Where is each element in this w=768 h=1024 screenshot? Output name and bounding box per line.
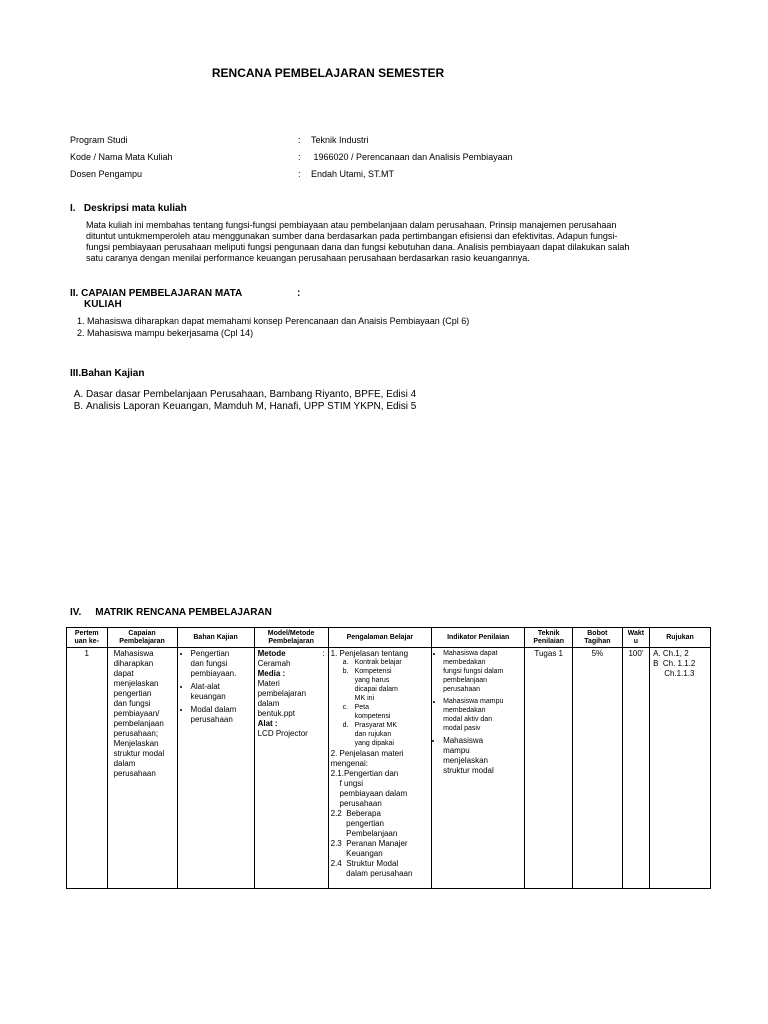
cell-pengalaman-belajar bbox=[328, 648, 431, 889]
pengalaman-subline bbox=[343, 713, 428, 721]
alat-value: LCD Projector bbox=[257, 729, 308, 738]
table-header-row bbox=[67, 628, 711, 648]
capaian-line: dalam bbox=[113, 759, 136, 768]
indikator-line: perusahaan bbox=[443, 686, 481, 693]
materi-line: Pembelanjaan bbox=[330, 829, 398, 838]
materi-line: perusahaan bbox=[330, 799, 382, 808]
bahan-line: dan fungsi bbox=[190, 659, 228, 668]
capaian-line: pengertian bbox=[113, 689, 152, 698]
pengalaman-step: 2. Penjelasan materi bbox=[330, 749, 404, 758]
metode-sep: : bbox=[322, 649, 325, 658]
column-header: Wakt u bbox=[622, 628, 649, 648]
pengalaman-step: 1. Penjelasan tentang bbox=[330, 649, 409, 658]
pengalaman-subline bbox=[343, 659, 428, 667]
capaian-line: menjelaskan bbox=[113, 679, 159, 688]
section-1-description bbox=[86, 220, 711, 264]
pengalaman-materi bbox=[331, 809, 428, 839]
subitem-text: dan rujukan bbox=[354, 731, 392, 738]
column-header: Indikator Penilaian bbox=[432, 628, 525, 648]
subitem-text: yang dipakai bbox=[354, 740, 394, 747]
column-header: Pertem uan ke- bbox=[67, 628, 108, 648]
meta-sep: : bbox=[298, 135, 301, 145]
subitem-text: Prasyarat MK bbox=[354, 722, 398, 729]
pengalaman-subline bbox=[343, 704, 428, 712]
column-header: Teknik Penilaian bbox=[525, 628, 573, 648]
capaian-line: perusahaan bbox=[113, 769, 156, 778]
indikator-item bbox=[443, 736, 521, 776]
media-label: Media : bbox=[257, 669, 286, 678]
section-4-title: MATRIK RENCANA PEMBELAJARAN bbox=[95, 607, 272, 618]
bahan-line: perusahaan bbox=[190, 715, 233, 724]
indikator-line: modal pasiv bbox=[443, 725, 481, 732]
cell-rujukan bbox=[650, 648, 711, 889]
column-header: Pengalaman Belajar bbox=[328, 628, 431, 648]
media-line: pembelajaran bbox=[257, 689, 307, 698]
cell-indikator-penilaian bbox=[432, 648, 525, 889]
pengalaman-sublist bbox=[331, 659, 428, 748]
indikator-line: membedakan bbox=[443, 659, 486, 666]
metode-value: Ceramah bbox=[257, 659, 291, 668]
capaian-line: dan fungsi bbox=[113, 699, 151, 708]
section-1-number: I. bbox=[70, 203, 76, 214]
media-line: bentuk.ppt bbox=[257, 709, 295, 718]
meta-label: Kode / Nama Mata Kuliah bbox=[70, 152, 173, 162]
subitem-letter: b. bbox=[342, 668, 349, 675]
alat-label: Alat : bbox=[257, 719, 278, 728]
column-header: Bobot Tagihan bbox=[573, 628, 623, 648]
rujukan-line: B Ch. 1.1.2 bbox=[653, 659, 696, 668]
indikator-line: pembelanjaan bbox=[443, 677, 488, 684]
capaian-line: Mahasiswa bbox=[113, 649, 154, 658]
section-2-title-line2: KULIAH bbox=[84, 299, 122, 310]
bahan-kajian-item: B. Analisis Laporan Keuangan, Mamduh M, Hanafi, UPP STIM YKPN, Edisi 5 bbox=[86, 401, 690, 413]
meta-sep: : bbox=[298, 169, 301, 179]
indikator-line: struktur modal bbox=[443, 766, 494, 775]
meta-row bbox=[70, 152, 710, 169]
capaian-line: perusahaan; bbox=[113, 729, 159, 738]
cell-pertemuan: 1 bbox=[67, 648, 108, 889]
subitem-text: Kompetensi bbox=[354, 668, 392, 675]
section-3-title: Bahan Kajian bbox=[81, 368, 145, 379]
pengalaman-subitem bbox=[343, 659, 428, 667]
media-line: Materi bbox=[257, 679, 280, 688]
description-line: dituntut untukmemperoleh atau menggunakan sumber dana berdasarkan pada pertimbangan efisiensi dan efektivitas. Adapun fungsi- bbox=[86, 231, 618, 241]
pengalaman-step: mengenai: bbox=[330, 759, 368, 768]
meta-row bbox=[70, 135, 710, 152]
indikator-line: menjelaskan bbox=[443, 756, 488, 765]
capaian-line: pembelanjaan bbox=[113, 719, 164, 728]
cell-bobot-tagihan: 5% bbox=[573, 648, 623, 889]
cpl-item: 2. Mahasiswa mampu bekerjasama (Cpl 14) bbox=[87, 327, 691, 339]
pengalaman-subline bbox=[343, 677, 428, 685]
media-value bbox=[258, 679, 325, 719]
cell-capaian bbox=[107, 648, 177, 889]
indikator-line: • Mahasiswa bbox=[443, 736, 484, 745]
pengalaman-subline bbox=[343, 722, 428, 730]
indikator-item bbox=[443, 697, 521, 733]
meta-row bbox=[70, 169, 710, 186]
pengalaman-materi bbox=[331, 769, 428, 809]
subitem-text: kompetensi bbox=[354, 713, 391, 720]
materi-line: pengertian bbox=[330, 819, 384, 828]
capaian-line: Menjelaskan bbox=[113, 739, 159, 748]
matrix-table bbox=[66, 627, 711, 889]
bahan-line: • Modal dalam bbox=[190, 705, 237, 714]
cell-teknik-penilaian: Tugas 1 bbox=[525, 648, 573, 889]
section-3-list bbox=[70, 389, 690, 413]
section-1-heading bbox=[70, 203, 187, 214]
section-4-number: IV. bbox=[70, 607, 82, 618]
subitem-text: Peta bbox=[354, 704, 370, 711]
section-2-title-line1: CAPAIAN PEMBELAJARAN MATA bbox=[81, 288, 243, 299]
meta-label: Dosen Pengampu bbox=[70, 169, 143, 179]
subitem-text: yang harus bbox=[354, 677, 390, 684]
cell-bahan-kajian bbox=[177, 648, 254, 889]
indikator-line: • Mahasiswa mampu bbox=[443, 698, 504, 705]
cpl-item: 1. Mahasiswa diharapkan dapat memahami konsep Perencanaan dan Anaisis Pembiayaan (Cpl 6) bbox=[87, 315, 691, 327]
section-2-colon: : bbox=[297, 288, 301, 299]
materi-line: 2.3 Peranan Manajer bbox=[330, 839, 408, 848]
media-line: dalam bbox=[257, 699, 280, 708]
materi-line: dalam perusahaan bbox=[330, 869, 413, 878]
pengalaman-subitem bbox=[343, 668, 428, 703]
pengalaman-subitem bbox=[343, 722, 428, 748]
pengalaman-subline bbox=[343, 686, 428, 694]
bahan-kajian-item: A. Dasar dasar Pembelanjaan Perusahaan, Bambang Riyanto, BPFE, Edisi 4 bbox=[86, 389, 690, 401]
meta-block bbox=[70, 135, 710, 186]
indikator-line: membedakan bbox=[443, 707, 486, 714]
capaian-line: dapat bbox=[113, 669, 134, 678]
bahan-line: pembiayaan. bbox=[190, 669, 237, 678]
capaian-line: diharapkan bbox=[113, 659, 154, 668]
indikator-line: fungsi fungsi dalam bbox=[443, 668, 504, 675]
pengalaman-subline bbox=[343, 695, 428, 703]
section-4-heading bbox=[70, 607, 272, 618]
column-header: Rujukan bbox=[650, 628, 711, 648]
column-header: Capaian Pembelajaran bbox=[107, 628, 177, 648]
description-line: fungsi pembiayaan perusahaan meliputi fungsi pengunaan dana dan fungsi kebutuhan dana. Analisis pembiayaan dapat dilakukan salah bbox=[86, 242, 630, 252]
materi-line: Keuangan bbox=[330, 849, 383, 858]
pengalaman-subline bbox=[343, 668, 428, 676]
cell-waktu: 100' bbox=[622, 648, 649, 889]
materi-line: 2.2 Beberapa bbox=[330, 809, 381, 818]
section-2-number: II. bbox=[70, 288, 79, 299]
indikator-line: • Mahasiswa dapat bbox=[443, 650, 498, 657]
rujukan-line: Ch.1.1.3 bbox=[653, 669, 695, 678]
bahan-line: • Alat-alat bbox=[190, 682, 220, 691]
description-line: Mata kuliah ini membahas tentang fungsi-fungsi pembiayaan atau pembelanjaan dalam perusahaan. Prinsip manajemen perusahaan bbox=[86, 220, 617, 230]
meta-value: Endah Utami, ST.MT bbox=[311, 169, 395, 179]
meta-value: 1966020 / Perencanaan dan Analisis Pembiayaan bbox=[311, 152, 513, 162]
metode-label: Metode bbox=[257, 649, 286, 658]
meta-sep: : bbox=[298, 152, 301, 162]
column-header: Model/Metode Pembelajaran bbox=[254, 628, 328, 648]
pengalaman-materi bbox=[331, 859, 428, 879]
subitem-text: Kontrak belajar bbox=[354, 659, 402, 666]
bahan-line: • Pengertian bbox=[190, 649, 230, 658]
materi-line: f ungsi bbox=[330, 779, 364, 788]
capaian-line: pembiayaan/ bbox=[113, 709, 160, 718]
capaian-line: struktur modal bbox=[113, 749, 165, 758]
section-2-list bbox=[71, 315, 691, 339]
page-title: RENCANA PEMBELAJARAN SEMESTER bbox=[211, 66, 445, 80]
meta-label: Program Studi bbox=[70, 135, 128, 145]
section-1-title: Deskripsi mata kuliah bbox=[83, 203, 187, 214]
pengalaman-subline bbox=[343, 740, 428, 748]
cell-model-metode bbox=[254, 648, 328, 889]
section-3-heading bbox=[70, 368, 144, 379]
subitem-text: MK ini bbox=[354, 695, 375, 702]
pengalaman-subline bbox=[343, 731, 428, 739]
section-3-number: III. bbox=[70, 368, 82, 379]
rujukan-line: A. Ch.1, 2 bbox=[653, 649, 689, 658]
column-header: Bahan Kajian bbox=[177, 628, 254, 648]
materi-line: pembiayaan dalam bbox=[330, 789, 408, 798]
pengalaman-materi bbox=[331, 839, 428, 859]
meta-value: Teknik Industri bbox=[311, 135, 369, 145]
materi-line: 2.4 Struktur Modal bbox=[330, 859, 399, 868]
materi-line: 2.1.Pengertian dan bbox=[330, 769, 399, 778]
indikator-line: mampu bbox=[443, 746, 470, 755]
subitem-letter: a. bbox=[342, 659, 349, 666]
bahan-item bbox=[191, 649, 251, 679]
pengalaman-subitem bbox=[343, 704, 428, 721]
section-2-heading bbox=[70, 288, 310, 310]
table-row bbox=[67, 648, 711, 889]
subitem-text: dicapai dalam bbox=[354, 686, 398, 693]
indikator-line: modal aktiv dan bbox=[443, 716, 493, 723]
bahan-item bbox=[191, 682, 251, 702]
description-line: satu caranya dengan menilai performance keuangan perusahaan perusahaan berdasarkan rasio keuangannya. bbox=[86, 253, 530, 263]
subitem-letter: d. bbox=[342, 722, 349, 729]
bahan-item bbox=[191, 705, 251, 725]
indikator-item bbox=[443, 649, 521, 694]
subitem-letter: c. bbox=[342, 704, 349, 711]
bahan-line: keuangan bbox=[190, 692, 226, 701]
